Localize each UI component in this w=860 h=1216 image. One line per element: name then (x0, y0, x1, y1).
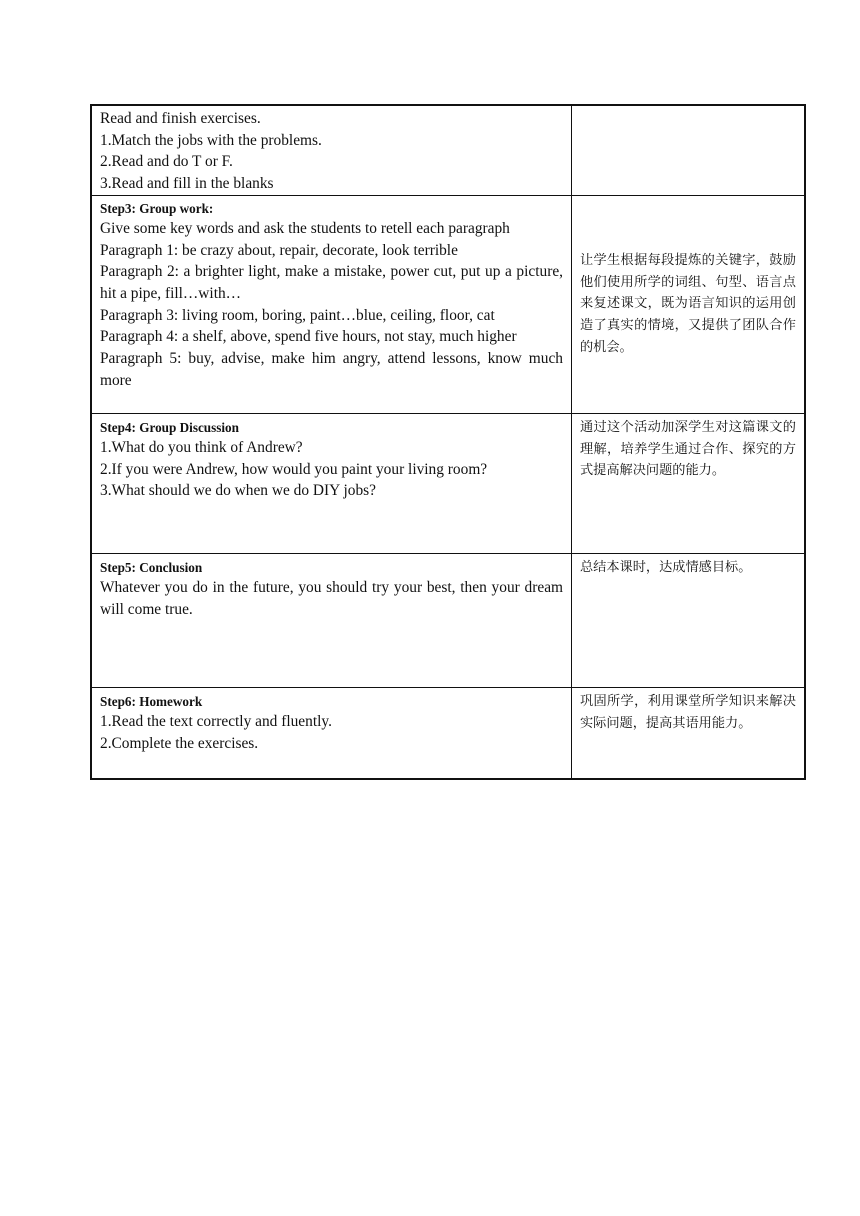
activity-cell (91, 413, 572, 553)
activity-cell (91, 553, 572, 687)
activity-line: 3.Read and fill in the blanks (100, 175, 274, 193)
purpose-note: 通过这个活动加深学生对这篇课文的理解，培养学生通过合作、探究的方式提高解决问题的能力。 (580, 419, 796, 479)
activity-line: Paragraph 3: living room, boring, paint…blue, ceiling, floor, cat (100, 306, 495, 324)
activity-line: 2.Read and do T or F. (100, 153, 233, 171)
activity-line: Read and finish exercises. (100, 110, 261, 127)
activity-line: 2.If you were Andrew, how would you paint your living room? (100, 460, 488, 478)
purpose-cell (572, 195, 806, 413)
step-title: Step4: Group Discussion (100, 419, 239, 435)
activity-line: Paragraph 1: be crazy about, repair, decorate, look terrible (100, 241, 458, 259)
table-row (91, 413, 805, 553)
step-title: Step6: Homework (100, 693, 203, 709)
activity-line: 3.What should we do when we do DIY jobs? (100, 482, 376, 500)
activity-line: Give some key words and ask the students to retell each paragraph (100, 219, 510, 237)
activity-line: 1.Match the jobs with the problems. (100, 131, 322, 149)
purpose-note: 总结本课时，达成情感目标。 (580, 559, 752, 575)
lesson-plan-table (90, 104, 806, 780)
purpose-cell (572, 687, 806, 779)
activity-line: 2.Complete the exercises. (100, 734, 259, 752)
activity-line: 1.What do you think of Andrew? (100, 438, 303, 456)
purpose-note: 巩固所学，利用课堂所学知识来解决实际问题，提高其语用能力。 (580, 693, 796, 731)
table-row (91, 687, 805, 779)
activity-cell (91, 687, 572, 779)
table-row (91, 105, 805, 195)
step-title: Step3: Group work: (100, 200, 214, 216)
activity-line: 1.Read the text correctly and fluently. (100, 712, 332, 730)
activity-line: Paragraph 4: a shelf, above, spend five hours, not stay, much higher (100, 328, 517, 346)
table-row (91, 195, 805, 413)
purpose-cell (572, 413, 806, 553)
activity-cell (91, 105, 572, 195)
activity-line: Paragraph 2: a brighter light, make a mistake, power cut, put up a picture, hit a pipe, fill…with… (100, 263, 563, 302)
activity-line: Whatever you do in the future, you should try your best, then your dream will come true. (100, 578, 563, 618)
activity-cell (91, 195, 572, 413)
step-title: Step5: Conclusion (100, 559, 203, 575)
purpose-cell (572, 553, 806, 687)
table-row (91, 553, 805, 687)
purpose-note: 让学生根据每段提炼的关键字，鼓励他们使用所学的词组、句型、语言点来复述课文，既为语言知识的运用创造了真实的情境，又提供了团队合作的机会。 (580, 253, 796, 355)
purpose-cell (572, 105, 806, 195)
activity-line: Paragraph 5: buy, advise, make him angry, attend lessons, know much more (100, 350, 563, 389)
